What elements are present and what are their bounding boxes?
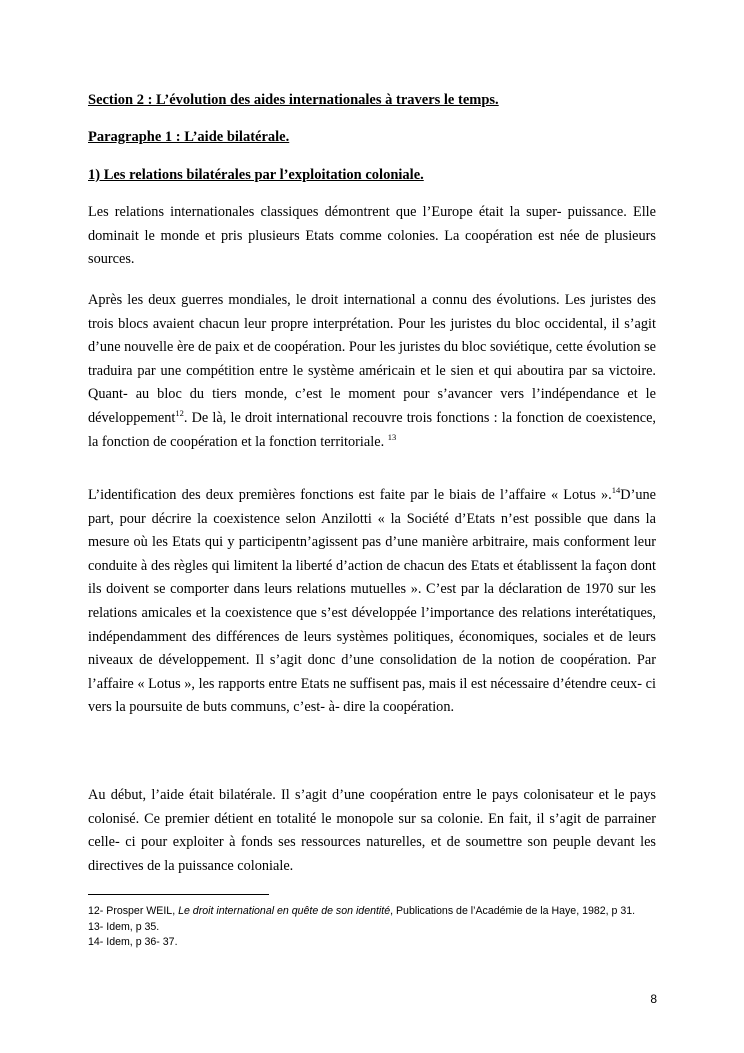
body-paragraph-4: Au début, l’aide était bilatérale. Il s’agit d’une coopération entre le pays colonisateur et le pays colonisé. Ce premier détient en totalité le monopole sur sa colonie. En fait, il s’agit de parrainer celle- ci pour exploiter à fonds ses ressources naturelles, et de soumettre son peuple devant les directives de la puissance coloniale.	[88, 787, 656, 874]
footnote-12-prefix: 12- Prosper WEIL,	[88, 905, 179, 917]
body-paragraph-2	[88, 289, 656, 454]
section-title: Section 2 : L’évolution des aides internationales à travers le temps.	[88, 92, 499, 108]
footnote-ref-14: 14	[611, 485, 621, 496]
footnote-12	[88, 904, 656, 920]
paragraph-3-text-b: D’une part, pour décrire la coexistence selon Anzilotti « la Société d’Etats n’est possible que dans la mesure où les Etats qui y participentn’agissent pas d’une manière arbitraire, mais conforment leur conduite à des règles qui limitent la liberté d’action de chacun des Etats et établissent la façon dont ils doivent se comporter dans leurs relations mutuelles ». C’est par la déclaration de 1970 sur les relations amicales et la coexistence que s’est développée l’importance des relations interétatiques, indépendamment des différences de leurs systèmes politiques, économiques, sociales et de leurs niveaux de développement. Il s’agit donc d’une consolidation de la notion de coopération. Par l’affaire « Lotus », les rapports entre Etats ne suffisent pas, mais il est nécessaire d’étendre ceux- ci vers la poursuite de buts communs, c’est- à- dire la coopération.	[88, 487, 656, 716]
paragraph-2-text-a: Après les deux guerres mondiales, le droit international a connu des évolutions. Les juristes des trois blocs avaient chacun leur propre interprétation. Pour les juristes du bloc occidental, il s’agit d’une nouvelle ère de paix et de coopération. Pour les juristes du bloc soviétique, cette évolution se traduira par une compétition entre le système américain et le sien et qui aboutira par sa victoire. Quant- au bloc du tiers monde, c’est le moment pour s’avancer vers l’indépendance et le développement	[88, 292, 656, 426]
footnote-separator	[88, 894, 269, 895]
body-paragraph-1: Les relations internationales classiques démontrent que l’Europe était la super- puissance. Elle dominait le monde et pris plusieurs Etats comme colonies. La coopération est née de plusieurs sources.	[88, 204, 656, 268]
footnote-12-title: Le droit international en quête de son identité	[178, 905, 391, 917]
subheading: 1) Les relations bilatérales par l’exploitation coloniale.	[88, 167, 424, 183]
footnote-14: 14- Idem, p 36- 37.	[88, 936, 178, 949]
page-number: 8	[650, 992, 657, 1006]
footnote-ref-13: 13	[387, 431, 397, 442]
footnotes	[88, 904, 656, 951]
footnote-13: 13- Idem, p 35.	[88, 920, 160, 933]
paragraph-title: Paragraphe 1 : L’aide bilatérale.	[88, 129, 290, 145]
body-paragraph-3	[88, 484, 656, 720]
paragraph-3-text-a: L’identification des deux premières fonctions est faite par le biais de l’affaire « Lotus ».	[88, 487, 612, 503]
footnote-ref-12: 12	[175, 408, 184, 419]
paragraph-2-text-b: . De là, le droit international recouvre trois fonctions : la fonction de coexistence, la fonction de coopération et la fonction territoriale.	[88, 409, 656, 450]
footnote-12-suffix: , Publications de l’Académie de la Haye, 1982, p 31.	[390, 905, 636, 917]
